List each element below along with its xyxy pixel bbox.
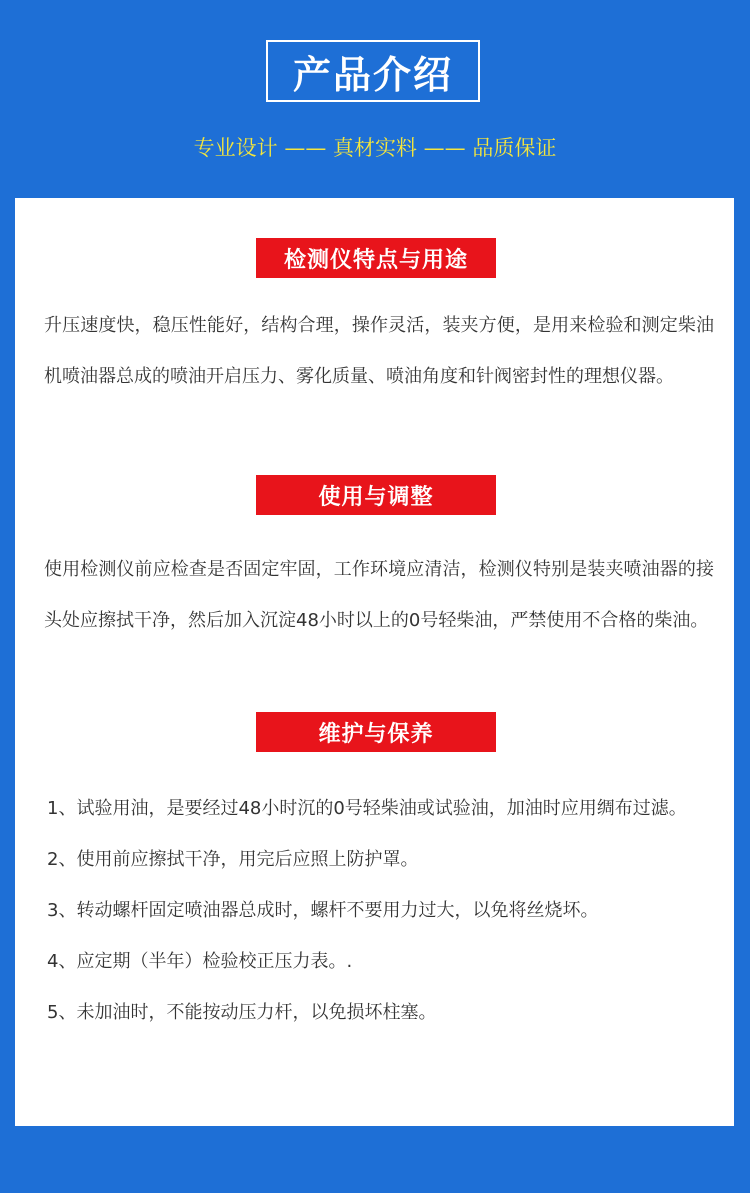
- list-item: 2、使用前应擦拭干净，用完后应照上防护罩。: [47, 849, 419, 870]
- section-text-usage: 使用检测仪前应检查是否固定牢固，工作环境应清洁，检测仪特别是装夹喷油器的接头处应擦拭干净，然后加入沉淀48小时以上的0号轻柴油，严禁使用不合格的柴油。: [44, 559, 714, 631]
- list-item: 3、转动螺杆固定喷油器总成时，螺杆不要用力过大，以免将丝烧坏。: [47, 900, 599, 921]
- page-subtitle: 专业设计 —— 真材实料 —— 品质保证: [193, 136, 557, 160]
- list-item: 4、应定期（半年）检验校正压力表。.: [47, 951, 353, 972]
- maintenance-list: [47, 783, 717, 1038]
- list-item: 5、未加油时，不能按动压力杆，以免损坏柱塞。: [47, 1002, 437, 1023]
- section-heading-maintenance: 维护与保养: [256, 712, 496, 752]
- section-heading-features: 检测仪特点与用途: [256, 238, 496, 278]
- page-title-box: [266, 40, 480, 102]
- section-text-features: 升压速度快，稳压性能好，结构合理，操作灵活，装夹方便，是用来检验和测定柴油机喷油器总成的喷油开启压力、雾化质量、喷油角度和针阀密封性的理想仪器。: [44, 315, 714, 387]
- section-heading-usage: 使用与调整: [256, 475, 496, 515]
- content-panel: [15, 198, 734, 1126]
- list-item: 1、试验用油，是要经过48小时沉的0号轻柴油或试验油，加油时应用绸布过滤。: [47, 798, 687, 819]
- page-title: 产品介绍: [292, 52, 453, 97]
